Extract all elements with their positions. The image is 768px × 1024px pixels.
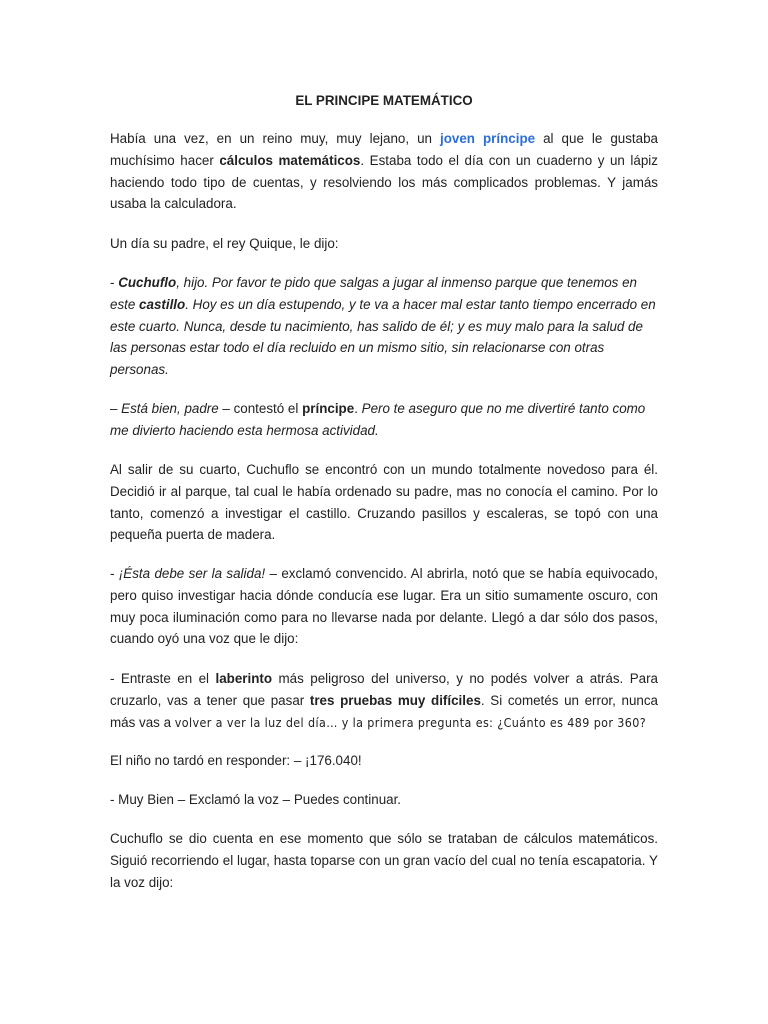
p7-text-e: . Si cometés un error, nunca más vas a — [110, 692, 658, 730]
paragraph-3 — [110, 272, 658, 381]
paragraph-5: Al salir de su cuarto, Cuchuflo se encontró con un mundo totalmente novedoso para él. Decidió ir al parque, tal cual le había ordenado su padre, mas no conocía el camino. Por lo tanto, comenzó a investigar el castillo. Cruzando pasillos y escaleras, se topó con una pequeña puerta de madera. — [110, 462, 658, 543]
paragraph-7 — [110, 668, 658, 733]
p7-text-a: - Entraste en el — [110, 671, 210, 686]
paragraph-2: Un día su padre, el rey Quique, le dijo: — [110, 236, 339, 251]
p3-text-e: . Hoy es un día estupendo, y te va a hacer mal estar tanto tiempo encerrado en este cuarto. Nunca, desde tu nacimiento, has salido de él; y es muy malo para la salud de las personas estar todo el día recluido en un mismo sitio, sin relacionarse con otras personas. — [110, 296, 656, 378]
paragraph-6 — [110, 563, 658, 650]
p1-text-a: Había una vez, en un reino muy, muy lejano, un — [110, 131, 432, 146]
p4-dash: – — [110, 401, 122, 416]
paragraph-10: Cuchuflo se dio cuenta en ese momento que sólo se trataban de cálculos matemáticos. Siguió recorriendo el lugar, hasta toparse con un gran vacío del cual no tenía escapatoria. Y la voz dijo: — [110, 831, 658, 890]
p1-text-c: al que le gustaba muchísimo hacer — [110, 131, 658, 168]
p3-cuchuflo: Cuchuflo — [118, 275, 177, 290]
p6-text-c: – exclamó convencido. Al abrirla, notó que se había equivocado, pero quiso investigar hacia dónde conducía ese lugar. Era un sitio sumamente oscuro, con muy poca iluminación como para no llevarse nada por delante. Llegó a dar sólo dos pasos, cuando oyó una voz que le dijo: — [110, 566, 659, 647]
p3-text-c: , hijo. Por favor te pido que salgas a jugar al inmenso parque que tenemos en este — [110, 275, 637, 312]
p4-principe: príncipe — [302, 401, 355, 416]
paragraph-1 — [110, 128, 658, 215]
p1-text-e: . Estaba todo el día con un cuaderno y un lápiz haciendo todo tipo de cuentas, y resolviendo los más complicados problemas. Y jamás usaba la calculadora. — [110, 152, 658, 212]
document-title: EL PRINCIPE MATEMÁTICO — [295, 93, 473, 108]
joven-principe-link[interactable]: joven príncipe — [440, 131, 536, 146]
p1-bold-calculos: cálculos matemáticos — [219, 152, 361, 168]
p4-text-c: – contestó el — [218, 401, 299, 416]
p7-text-f: volver a ver la luz del día… y la primera pregunta es: ¿Cuánto es 489 por 360? — [174, 714, 647, 730]
p7-text-c: más peligroso del universo, y no podés volver a atrás. Para cruzarlo, vas a tener que pasar — [110, 671, 658, 708]
paragraph-4: – Está bien, padre – contestó el príncipe. Pero te aseguro que no me divertiré tanto como me divierto haciendo esta hermosa actividad. — [110, 401, 646, 438]
p3-castillo: castillo — [139, 296, 186, 312]
p7-laberinto: laberinto — [215, 671, 273, 686]
p3-dash: - — [110, 275, 119, 290]
p6-dash: - — [110, 566, 119, 581]
paragraph-8: El niño no tardó en responder: – ¡176.040! — [110, 753, 362, 768]
paragraph-9: - Muy Bien – Exclamó la voz – Puedes continuar. — [110, 792, 402, 807]
p4-italic-e: Pero te aseguro que no me divertiré tanto como me divierto haciendo esta hermosa actividad. — [110, 401, 646, 438]
p6-italic: ¡Ésta debe ser la salida! — [118, 566, 266, 581]
p4-italic-a: Está bien, padre — [121, 401, 219, 416]
p7-tres-pruebas: tres pruebas muy difíciles — [309, 692, 481, 708]
